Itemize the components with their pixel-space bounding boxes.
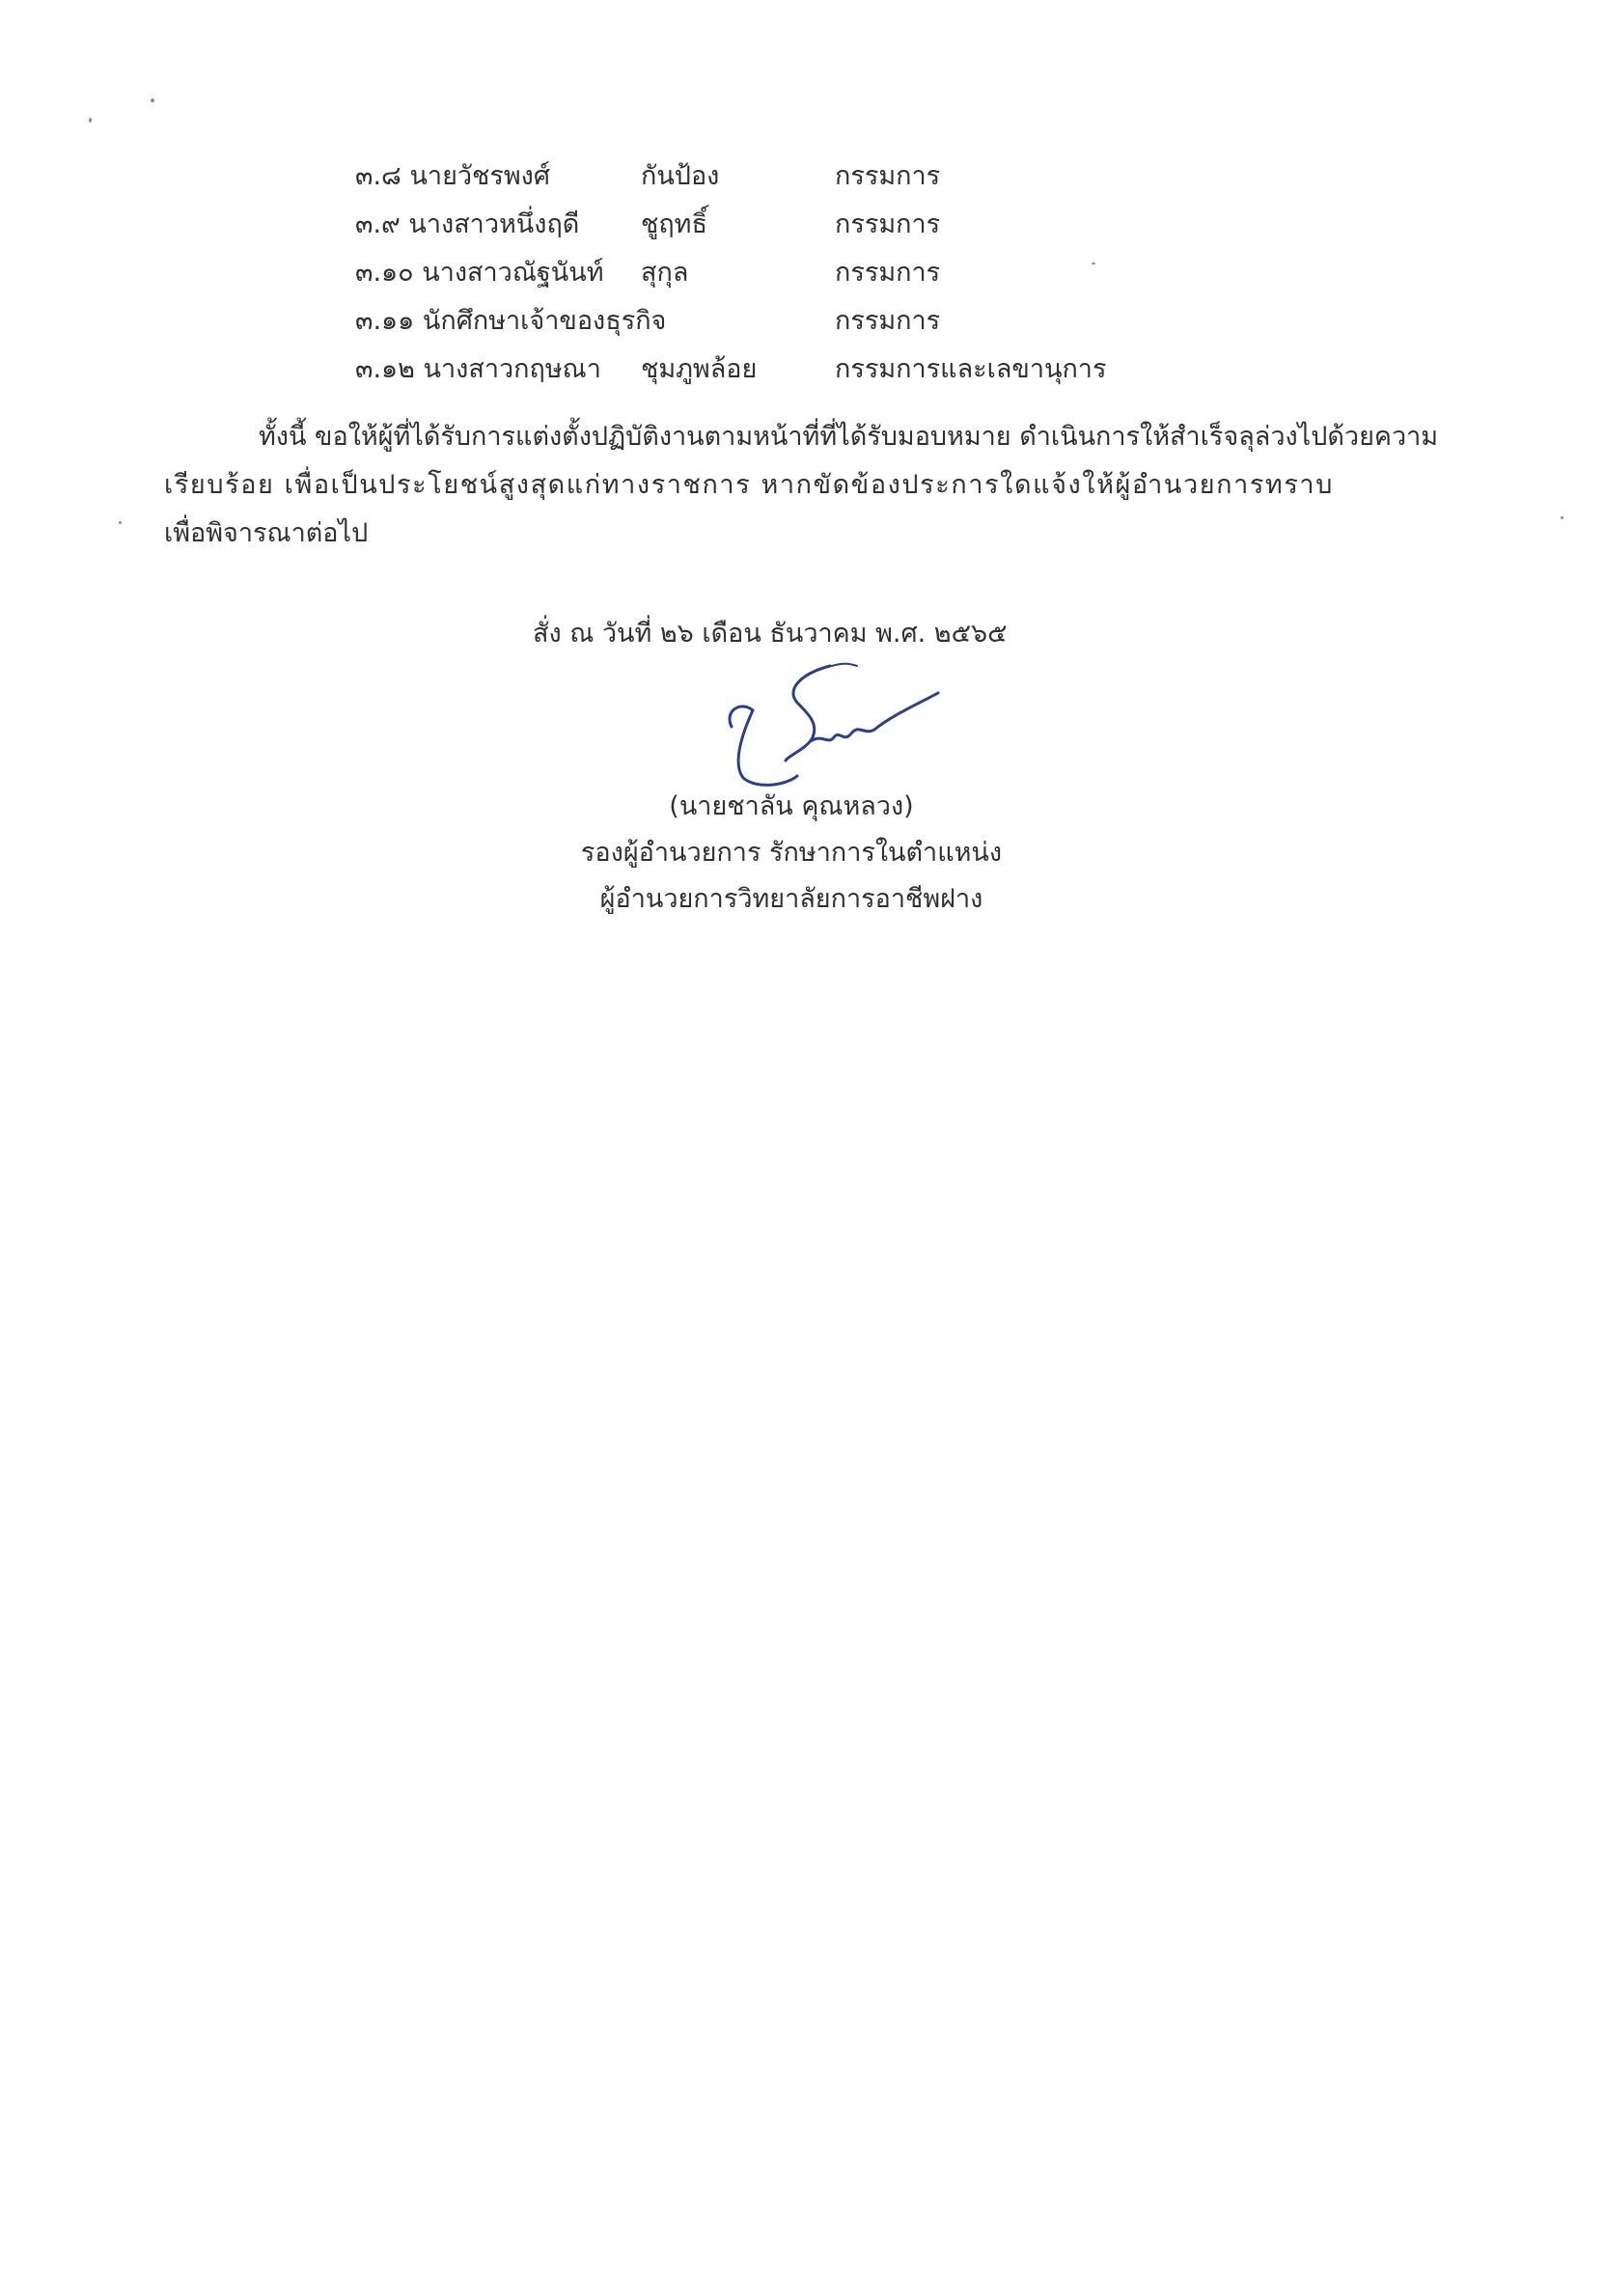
member-name: ๓.๙ นางสาวหนึ่งฤดี: [355, 209, 580, 239]
member-role: กรรมการ: [835, 161, 941, 191]
member-role: กรรมการ: [835, 209, 941, 239]
member-row: [355, 152, 1224, 201]
paragraph-line: ทั้งนี้ ขอให้ผู้ที่ได้รับการแต่งตั้งปฏิบัติงานตามหน้าที่ที่ได้รับมอบหมาย ดำเนินการให้สำเร็จลุล่วงไปด้วยความ: [259, 422, 1439, 452]
committee-member-list: [355, 152, 1224, 394]
signer-organization: ผู้อำนวยการวิทยาลัยการอาชีพฝาง: [599, 884, 983, 914]
signer-name: (นายชาลัน คุณหลวง): [669, 791, 914, 821]
member-surname: ชุมภูพล้อย: [641, 354, 758, 384]
member-row: [355, 249, 1224, 297]
member-role: กรรมการ: [835, 306, 941, 336]
member-name: ๓.๑๒ นางสาวกฤษณา: [355, 354, 601, 384]
scan-speck: [151, 98, 154, 102]
member-row: [355, 346, 1224, 394]
scan-speck: [1561, 516, 1563, 519]
scan-speck: [89, 118, 92, 123]
member-surname: สุกุล: [641, 258, 689, 288]
member-surname: ชูฤทธิ์: [641, 209, 707, 239]
signer-position: รองผู้อำนวยการ รักษาการในตำแหน่ง: [580, 838, 1003, 868]
member-row: [355, 297, 1224, 346]
paragraph-line: เรียบร้อย เพื่อเป็นประโยชน์สูงสุดแก่ทางราชการ หากขัดข้องประการใดแจ้งให้ผู้อำนวยการทราบ: [164, 470, 1334, 500]
instruction-paragraph: [164, 413, 1450, 558]
member-name: ๓.๑๑ นักศึกษาเจ้าของธุรกิจ: [355, 306, 667, 336]
handwritten-signature: [714, 654, 965, 789]
scan-speck: [119, 521, 122, 524]
paragraph-line: เพื่อพิจารณาต่อไป: [164, 518, 369, 548]
member-role: กรรมการและเลขานุการ: [835, 354, 1107, 384]
member-surname: กันป้อง: [641, 161, 720, 191]
signer-block: [521, 784, 1062, 923]
member-name: ๓.๘ นายวัชรพงศ์: [355, 161, 550, 191]
member-role: กรรมการ: [835, 258, 941, 288]
member-name: ๓.๑๐ นางสาวณัฐนันท์: [355, 258, 604, 288]
order-date: สั่ง ณ วันที่ ๒๖ เดือน ธันวาคม พ.ศ. ๒๕๖๕: [533, 619, 1008, 649]
member-row: [355, 201, 1224, 249]
